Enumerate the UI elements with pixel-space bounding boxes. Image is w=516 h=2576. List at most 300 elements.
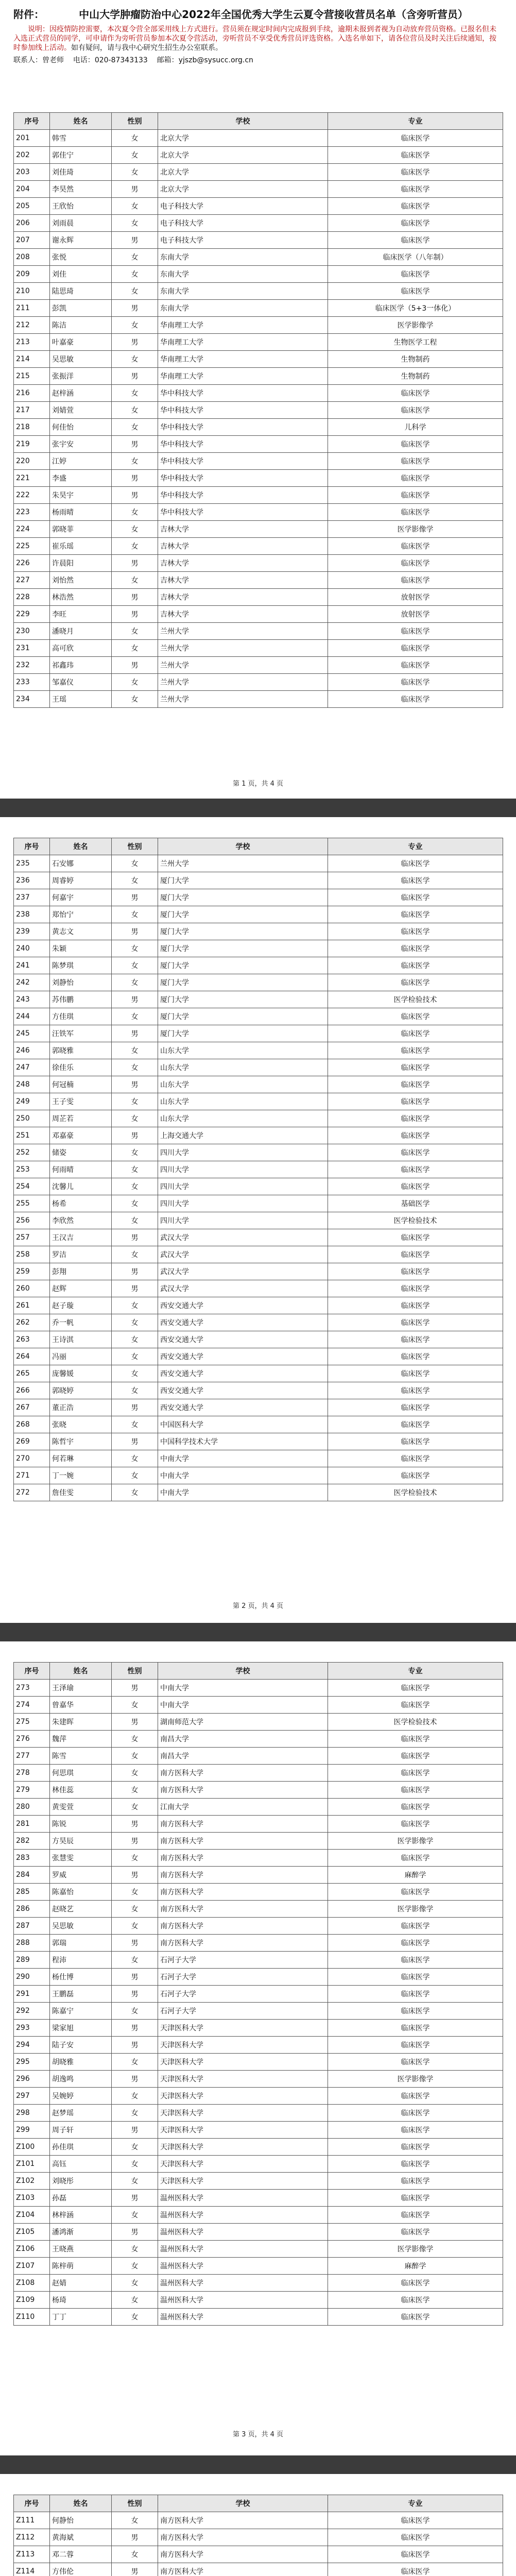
gender: 女	[112, 1731, 158, 1748]
table-row	[14, 164, 503, 181]
gender: 女	[112, 2207, 158, 2224]
school: 兰州大学	[158, 640, 328, 657]
school: 江南大学	[158, 1799, 328, 1816]
student-name: 何思琪	[50, 1765, 112, 1782]
major: 临床医学	[328, 1093, 503, 1110]
column-header: 姓名	[50, 2495, 112, 2512]
table-row	[14, 2207, 503, 2224]
notice-red: 说明：因疫情防控需要，本次夏令营全部采用线上方式进行。营员须在规定时间内完成报到手续，逾期未报到者视为自动放弃营员资格。已报名但未入选正式营员的同学，可申请作为旁听营员参加本次夏令营活动，旁听营员不享受优秀营员评选资格。入选名单如下，请各位营员及时关注后续通知，按时参加线上活动。	[13, 25, 496, 52]
gender: 男	[112, 657, 158, 674]
school: 天津医科大学	[158, 2139, 328, 2156]
row-index: 221	[14, 470, 50, 487]
major: 临床医学	[328, 2020, 503, 2037]
student-name: 吴婉婷	[50, 2088, 112, 2105]
row-index: Z106	[14, 2241, 50, 2258]
gender: 男	[112, 1969, 158, 1986]
column-header: 姓名	[50, 838, 112, 855]
school: 吉林大学	[158, 606, 328, 623]
major: 医学影像学	[328, 2071, 503, 2088]
school: 北京大学	[158, 147, 328, 164]
school: 电子科技大学	[158, 232, 328, 249]
major: 临床医学	[328, 164, 503, 181]
column-header: 序号	[14, 113, 50, 130]
row-index: 232	[14, 657, 50, 674]
row-index: 229	[14, 606, 50, 623]
row-index: Z103	[14, 2190, 50, 2207]
major: 医学检验技术	[328, 991, 503, 1008]
major: 儿科学	[328, 419, 503, 436]
page-2	[0, 817, 516, 1623]
student-name: 高钰	[50, 2156, 112, 2173]
major: 临床医学	[328, 2563, 503, 2576]
student-name: 周睿婷	[50, 872, 112, 889]
school: 厦门大学	[158, 1008, 328, 1025]
student-name: 徐佳乐	[50, 1059, 112, 1076]
page-separator	[0, 1623, 516, 1641]
gender: 男	[112, 589, 158, 606]
major: 生物制药	[328, 351, 503, 368]
gender: 男	[112, 1935, 158, 1952]
student-name: 刘佳琦	[50, 164, 112, 181]
student-name: 郭瑞	[50, 1935, 112, 1952]
student-name: 方佳琪	[50, 1008, 112, 1025]
table-row	[14, 2241, 503, 2258]
row-index: 288	[14, 1935, 50, 1952]
row-index: 276	[14, 1731, 50, 1748]
gender: 女	[112, 538, 158, 555]
major: 临床医学	[328, 940, 503, 957]
column-header: 学校	[158, 2495, 328, 2512]
student-name: 吴思敏	[50, 1918, 112, 1935]
table-row	[14, 1867, 503, 1884]
title-text: 中山大学肿瘤防治中心2022年全国优秀大学生云夏令营接收营员名单（含旁听营员）	[79, 8, 468, 21]
table-row	[14, 215, 503, 232]
gender: 男	[112, 1816, 158, 1833]
major: 临床医学	[328, 130, 503, 147]
row-index: 285	[14, 1884, 50, 1901]
table-row	[14, 657, 503, 674]
row-index: 261	[14, 1297, 50, 1314]
major: 临床医学	[328, 1816, 503, 1833]
major: 临床医学	[328, 1748, 503, 1765]
table-row	[14, 232, 503, 249]
table-row	[14, 419, 503, 436]
contact-label: 联系人：	[13, 56, 42, 64]
student-name: 黄志文	[50, 923, 112, 940]
major: 临床医学（八年制）	[328, 249, 503, 266]
row-index: 296	[14, 2071, 50, 2088]
student-name: 魏萍	[50, 1731, 112, 1748]
school: 华中科技大学	[158, 419, 328, 436]
major: 临床医学	[328, 1297, 503, 1314]
gender: 男	[112, 1833, 158, 1850]
student-name: 王汉吉	[50, 1229, 112, 1246]
school: 中南大学	[158, 1450, 328, 1467]
gender: 女	[112, 2546, 158, 2563]
row-index: 225	[14, 538, 50, 555]
school: 天津医科大学	[158, 2173, 328, 2190]
major: 临床医学	[328, 1144, 503, 1161]
gender: 女	[112, 283, 158, 300]
school: 华中科技大学	[158, 436, 328, 453]
table-row	[14, 1212, 503, 1229]
contact-line	[13, 56, 503, 65]
row-index: 283	[14, 1850, 50, 1867]
school: 山东大学	[158, 1059, 328, 1076]
gender: 女	[112, 2258, 158, 2275]
table-row	[14, 555, 503, 572]
school: 南方医科大学	[158, 1850, 328, 1867]
gender: 女	[112, 130, 158, 147]
student-name: 刘晓彤	[50, 2173, 112, 2190]
gender: 男	[112, 334, 158, 351]
student-name: 郭晓婷	[50, 1382, 112, 1399]
major: 临床医学	[328, 2173, 503, 2190]
row-index: Z110	[14, 2309, 50, 2326]
table-row	[14, 1484, 503, 1501]
school: 兰州大学	[158, 623, 328, 640]
table-row	[14, 147, 503, 164]
row-index: 287	[14, 1918, 50, 1935]
row-index: Z113	[14, 2546, 50, 2563]
major: 临床医学（5+3一体化）	[328, 300, 503, 317]
school: 东南大学	[158, 249, 328, 266]
gender: 女	[112, 2275, 158, 2292]
major: 临床医学	[328, 872, 503, 889]
table-row	[14, 1314, 503, 1331]
table-row	[14, 940, 503, 957]
school: 天津医科大学	[158, 2105, 328, 2122]
row-index: 222	[14, 487, 50, 504]
school: 温州医科大学	[158, 2207, 328, 2224]
gender: 女	[112, 2173, 158, 2190]
table-row	[14, 1416, 503, 1433]
row-index: 231	[14, 640, 50, 657]
major: 临床医学	[328, 889, 503, 906]
student-name: 黄雯萱	[50, 1799, 112, 1816]
gender: 女	[112, 1161, 158, 1178]
major: 临床医学	[328, 1280, 503, 1297]
student-name: 曾嘉华	[50, 1697, 112, 1714]
student-name: 吴思敏	[50, 351, 112, 368]
table-row	[14, 2003, 503, 2020]
school: 吉林大学	[158, 521, 328, 538]
major: 临床医学	[328, 1042, 503, 1059]
gender: 女	[112, 855, 158, 872]
major: 临床医学	[328, 1399, 503, 1416]
gender: 男	[112, 2122, 158, 2139]
gender: 女	[112, 674, 158, 691]
major: 临床医学	[328, 2292, 503, 2309]
row-index: 249	[14, 1093, 50, 1110]
gender: 女	[112, 385, 158, 402]
gender: 男	[112, 487, 158, 504]
major: 临床医学	[328, 1416, 503, 1433]
gender: 女	[112, 1484, 158, 1501]
student-name: 梁家旭	[50, 2020, 112, 2037]
table-row	[14, 1042, 503, 1059]
student-name: 陈洁	[50, 317, 112, 334]
row-index: 243	[14, 991, 50, 1008]
major: 临床医学	[328, 1433, 503, 1450]
school: 厦门大学	[158, 957, 328, 974]
major: 临床医学	[328, 283, 503, 300]
gender: 女	[112, 351, 158, 368]
gender: 女	[112, 2105, 158, 2122]
gender: 女	[112, 1782, 158, 1799]
gender: 女	[112, 1850, 158, 1867]
table-row	[14, 1110, 503, 1127]
row-index: 270	[14, 1450, 50, 1467]
table-row	[14, 2563, 503, 2576]
row-index: Z111	[14, 2512, 50, 2529]
page-4	[0, 2474, 516, 2576]
school: 山东大学	[158, 1042, 328, 1059]
row-index: 234	[14, 691, 50, 708]
student-name: 黄海斌	[50, 2529, 112, 2546]
school: 南方医科大学	[158, 1867, 328, 1884]
school: 四川大学	[158, 1178, 328, 1195]
row-index: 248	[14, 1076, 50, 1093]
gender: 女	[112, 2088, 158, 2105]
major: 临床医学	[328, 504, 503, 521]
gender: 男	[112, 232, 158, 249]
gender: 男	[112, 470, 158, 487]
school: 东南大学	[158, 266, 328, 283]
table-row	[14, 2224, 503, 2241]
school: 山东大学	[158, 1093, 328, 1110]
school: 华南理工大学	[158, 317, 328, 334]
school: 南方医科大学	[158, 1765, 328, 1782]
gender: 女	[112, 572, 158, 589]
row-index: 268	[14, 1416, 50, 1433]
column-header: 姓名	[50, 1663, 112, 1680]
major: 医学检验技术	[328, 1714, 503, 1731]
table-row	[14, 300, 503, 317]
school: 中南大学	[158, 1484, 328, 1501]
student-name: 朱颖	[50, 940, 112, 957]
table-row	[14, 606, 503, 623]
gender: 女	[112, 2156, 158, 2173]
major: 临床医学	[328, 2037, 503, 2054]
major: 临床医学	[328, 1782, 503, 1799]
student-name: 崔乐瑶	[50, 538, 112, 555]
student-name: 孙佳琪	[50, 2139, 112, 2156]
gender: 男	[112, 1867, 158, 1884]
table-row	[14, 351, 503, 368]
student-name: 张慧雯	[50, 1850, 112, 1867]
student-name: 李盛	[50, 470, 112, 487]
school: 中南大学	[158, 1467, 328, 1484]
gender: 女	[112, 1416, 158, 1433]
table-row	[14, 2292, 503, 2309]
major: 临床医学	[328, 538, 503, 555]
table-row	[14, 1161, 503, 1178]
gender: 男	[112, 1127, 158, 1144]
student-name: 苏伟鹏	[50, 991, 112, 1008]
major: 医学影像学	[328, 1833, 503, 1850]
table-row	[14, 1884, 503, 1901]
row-index: 201	[14, 130, 50, 147]
row-index: 235	[14, 855, 50, 872]
student-name: 何佳怡	[50, 419, 112, 436]
table-row	[14, 2139, 503, 2156]
gender: 女	[112, 1450, 158, 1467]
school: 兰州大学	[158, 855, 328, 872]
student-name: 朱昊宇	[50, 487, 112, 504]
student-name: 杨希	[50, 1195, 112, 1212]
gender: 女	[112, 1008, 158, 1025]
table-row	[14, 2071, 503, 2088]
row-index: 206	[14, 215, 50, 232]
table-row	[14, 470, 503, 487]
student-name: 罗威	[50, 1867, 112, 1884]
gender: 男	[112, 1986, 158, 2003]
table-row	[14, 1850, 503, 1867]
gender: 女	[112, 1042, 158, 1059]
gender: 男	[112, 606, 158, 623]
gender: 女	[112, 147, 158, 164]
student-name: 何雨晴	[50, 1161, 112, 1178]
table-row	[14, 1935, 503, 1952]
row-index: 259	[14, 1263, 50, 1280]
gender: 男	[112, 889, 158, 906]
school: 南方医科大学	[158, 2546, 328, 2563]
table-row	[14, 487, 503, 504]
school: 石河子大学	[158, 2003, 328, 2020]
gender: 女	[112, 2003, 158, 2020]
major: 临床医学	[328, 1348, 503, 1365]
row-index: 239	[14, 923, 50, 940]
major: 临床医学	[328, 657, 503, 674]
row-index: 267	[14, 1399, 50, 1416]
row-index: 289	[14, 1952, 50, 1969]
school: 北京大学	[158, 130, 328, 147]
major: 临床医学	[328, 1025, 503, 1042]
gender: 女	[112, 2054, 158, 2071]
student-name: 陆思琦	[50, 283, 112, 300]
row-index: 281	[14, 1816, 50, 1833]
row-index: 277	[14, 1748, 50, 1765]
gender: 女	[112, 266, 158, 283]
school: 南方医科大学	[158, 1935, 328, 1952]
major: 临床医学	[328, 2122, 503, 2139]
row-index: 272	[14, 1484, 50, 1501]
table-row	[14, 1697, 503, 1714]
row-index: 260	[14, 1280, 50, 1297]
student-name: 周子轩	[50, 2122, 112, 2139]
student-name: 储姿	[50, 1144, 112, 1161]
page-footer-1: 第 1 页，共 4 页	[232, 780, 284, 788]
table-row	[14, 181, 503, 198]
row-index: 280	[14, 1799, 50, 1816]
school: 北京大学	[158, 164, 328, 181]
row-index: 207	[14, 232, 50, 249]
table-header-row	[14, 1663, 503, 1680]
table-row	[14, 855, 503, 872]
table-row	[14, 2020, 503, 2037]
table-row	[14, 1680, 503, 1697]
major: 临床医学	[328, 1314, 503, 1331]
major: 临床医学	[328, 1765, 503, 1782]
table-row	[14, 2190, 503, 2207]
page-separator	[0, 2455, 516, 2474]
row-index: 233	[14, 674, 50, 691]
school: 厦门大学	[158, 974, 328, 991]
student-name: 胡晓雅	[50, 2054, 112, 2071]
school: 华南理工大学	[158, 368, 328, 385]
major: 临床医学	[328, 453, 503, 470]
student-name: 林浩然	[50, 589, 112, 606]
school: 南方医科大学	[158, 1782, 328, 1799]
row-index: Z104	[14, 2207, 50, 2224]
document-header	[13, 7, 503, 65]
school: 吉林大学	[158, 555, 328, 572]
row-index: 219	[14, 436, 50, 453]
student-name: 邹嘉仪	[50, 674, 112, 691]
school: 天津医科大学	[158, 2071, 328, 2088]
title-lead: 附件：	[13, 8, 44, 21]
table-row	[14, 589, 503, 606]
student-name: 王子雯	[50, 1093, 112, 1110]
gender: 女	[112, 1331, 158, 1348]
school: 天津医科大学	[158, 2037, 328, 2054]
major: 临床医学	[328, 487, 503, 504]
row-index: 204	[14, 181, 50, 198]
major: 基础医学	[328, 1195, 503, 1212]
school: 华中科技大学	[158, 385, 328, 402]
row-index: 209	[14, 266, 50, 283]
major: 临床医学	[328, 436, 503, 453]
major: 医学影像学	[328, 2241, 503, 2258]
table-row	[14, 2088, 503, 2105]
table-row	[14, 1918, 503, 1935]
table-row	[14, 1246, 503, 1263]
row-index: 227	[14, 572, 50, 589]
email-value: yjszb@sysucc.org.cn	[178, 56, 253, 64]
major: 临床医学	[328, 2224, 503, 2241]
major: 临床医学	[328, 1365, 503, 1382]
row-index: 279	[14, 1782, 50, 1799]
student-name: 刘静怡	[50, 974, 112, 991]
major: 临床医学	[328, 1161, 503, 1178]
major: 麻醉学	[328, 2258, 503, 2275]
gender: 女	[112, 2241, 158, 2258]
gender: 男	[112, 1280, 158, 1297]
row-index: 241	[14, 957, 50, 974]
gender: 男	[112, 1433, 158, 1450]
student-name: 陈锐	[50, 1816, 112, 1833]
gender: 女	[112, 1144, 158, 1161]
row-index: Z101	[14, 2156, 50, 2173]
school: 四川大学	[158, 1144, 328, 1161]
student-name: 丁丁	[50, 2309, 112, 2326]
row-index: 291	[14, 1986, 50, 2003]
school: 西安交通大学	[158, 1297, 328, 1314]
table-row	[14, 1348, 503, 1365]
row-index: 242	[14, 974, 50, 991]
major: 临床医学	[328, 974, 503, 991]
gender: 男	[112, 1263, 158, 1280]
table-row	[14, 957, 503, 974]
gender: 男	[112, 923, 158, 940]
gender: 女	[112, 906, 158, 923]
major: 临床医学	[328, 2207, 503, 2224]
school: 西安交通大学	[158, 1399, 328, 1416]
table-row	[14, 906, 503, 923]
gender: 女	[112, 1697, 158, 1714]
major: 临床医学	[328, 2190, 503, 2207]
